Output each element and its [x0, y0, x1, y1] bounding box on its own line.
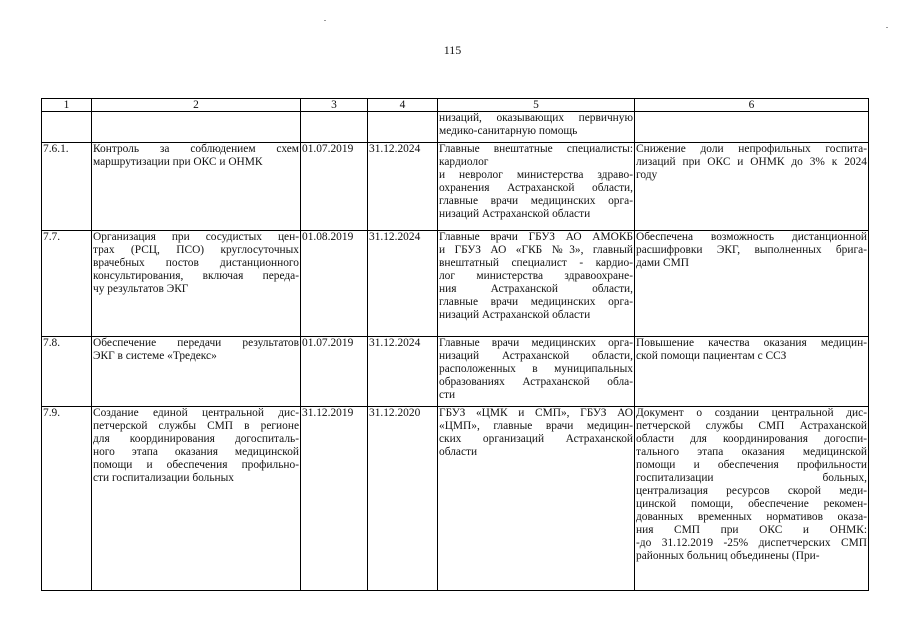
table-row [42, 407, 869, 591]
text-line: Снижение доли непрофильных госпита- [636, 143, 867, 155]
task-cell [92, 231, 301, 337]
table-row [42, 231, 869, 337]
item-number-text: 7.7. [43, 231, 61, 243]
responsible-cell [438, 407, 635, 591]
text-line: помощи и обеспечения профильности [636, 459, 867, 471]
page-number: 115 [443, 43, 462, 57]
end-date [368, 231, 438, 337]
text-line: ГБУЗ «ЦМК и СМП», ГБУЗ АО [439, 407, 633, 419]
text-line: низаций Астраханской области, [439, 350, 633, 362]
responsible-cell [438, 112, 635, 143]
text-line: районных больниц объединены (При- [636, 550, 820, 562]
text-line: сти госпитализации больных [93, 472, 234, 484]
text-line: низаций Астраханской области [439, 208, 591, 220]
start-date-text: 01.07.2019 [302, 143, 354, 155]
text-line: Документ о создании центральной дис- [636, 407, 867, 419]
text-line: централизация ресурсов скорой меди- [636, 485, 867, 497]
text-line: главные врачи медицинских орга- [439, 296, 633, 308]
text-line: для координирования догоспиталь- [93, 433, 299, 445]
text-line: Повышение качества оказания медицин- [636, 337, 867, 349]
text-line: области [439, 446, 478, 458]
text-line: консультирования, включая переда- [93, 270, 299, 282]
text-line: врачебных постов дистанционного [93, 257, 299, 269]
text-line: ния Астраханской области, [439, 283, 633, 295]
text-line: дованных временных нормативов оказа- [636, 511, 867, 523]
text-line: трах (РСЦ, ПСО) круглосуточных [93, 244, 299, 256]
item-number [42, 231, 92, 337]
text-line: петчерской службы СМП в регионе [93, 420, 299, 432]
start-date-text: 01.07.2019 [302, 337, 354, 349]
item-number-text: 7.8. [43, 337, 61, 349]
header-row [42, 99, 869, 112]
text-line: Организация при сосудистых цен- [93, 231, 299, 243]
start-date-text: 01.08.2019 [302, 231, 354, 243]
text-line: Обеспечение передачи результатов [93, 337, 299, 349]
text-line: лизаций при ОКС и ОНМК до 3% к 2024 [636, 156, 867, 168]
task-cell [92, 112, 301, 143]
start-date [301, 143, 368, 231]
end-date [368, 112, 438, 143]
responsible-cell [438, 231, 635, 337]
text-line: дами СМП [636, 257, 689, 269]
text-line: низаций Астраханской области [439, 309, 591, 321]
table-row [42, 112, 869, 143]
header-col-2: 2 [92, 99, 301, 112]
text-line: ской помощи пациентам с ССЗ [636, 350, 787, 362]
item-number [42, 112, 92, 143]
end-date [368, 407, 438, 591]
header-col-3: 3 [301, 99, 368, 112]
text-line: кардиолог [439, 156, 489, 168]
text-line: Главные врачи ГБУЗ АО АМОКБ [439, 231, 633, 243]
result-cell [635, 112, 869, 143]
table-row [42, 143, 869, 231]
item-number-text: 7.9. [43, 407, 61, 419]
header-col-1: 1 [42, 99, 92, 112]
task-cell [92, 407, 301, 591]
start-date [301, 337, 368, 407]
result-cell [635, 337, 869, 407]
text-line: Обеспечена возможность дистанционной [636, 231, 867, 243]
text-line: сти [439, 389, 456, 401]
text-line: охранения Астраханской области, [439, 182, 633, 194]
text-line: лог министерства здравоохране- [439, 270, 633, 282]
scan-speck [886, 27, 888, 28]
text-line: ного этапа оказания медицинской [93, 446, 299, 458]
text-line: расшифровки ЭКГ, выполненных брига- [636, 244, 867, 256]
activity-table [41, 98, 869, 591]
text-line: ских организаций Астраханской [439, 433, 633, 445]
text-line: чу результатов ЭКГ [93, 283, 189, 295]
text-line: году [636, 169, 658, 181]
end-date [368, 143, 438, 231]
text-line: ЭКГ в системе «Тредекс» [93, 350, 217, 362]
responsible-cell [438, 337, 635, 407]
text-line: ния СМП при ОКС и ОНМК: [636, 524, 867, 536]
text-line: медико-санитарную помощь [439, 125, 578, 137]
result-cell [635, 143, 869, 231]
text-line: низаций, оказывающих первичную [439, 112, 633, 124]
text-line: госпитализации больных, [636, 472, 867, 484]
text-line: и невролог министерства здраво- [439, 169, 633, 181]
task-cell [92, 143, 301, 231]
end-date [368, 337, 438, 407]
text-line: маршрутизации при ОКС и ОНМК [93, 156, 263, 168]
end-date-text: 31.12.2020 [369, 407, 421, 419]
start-date [301, 407, 368, 591]
header-col-4: 4 [368, 99, 438, 112]
responsible-cell [438, 143, 635, 231]
text-line: цинской помощи, обеспечение рекомен- [636, 498, 867, 510]
result-cell [635, 407, 869, 591]
text-line: тального этапа оказания медицинской [636, 446, 867, 458]
table-row [42, 337, 869, 407]
header-col-5: 5 [438, 99, 635, 112]
start-date [301, 112, 368, 143]
text-line: внештатный специалист - кардио- [439, 257, 633, 269]
text-line: «ЦМП», главные врачи медицин- [439, 420, 633, 432]
text-line: главные врачи медицинских орга- [439, 195, 633, 207]
result-cell [635, 231, 869, 337]
start-date-text: 31.12.2019 [302, 407, 354, 419]
text-line: области для координирования догоспи- [636, 433, 867, 445]
text-line: Создание единой центральной дис- [93, 407, 299, 419]
item-number-text: 7.6.1. [43, 143, 69, 155]
text-line: Главные внештатные специалисты: [439, 143, 633, 155]
end-date-text: 31.12.2024 [369, 337, 421, 349]
text-line: помощи и обеспечения профильно- [93, 459, 299, 471]
start-date [301, 231, 368, 337]
text-line: Главные врачи медицинских орга- [439, 337, 633, 349]
text-line: Контроль за соблюдением схем [93, 143, 299, 155]
item-number [42, 337, 92, 407]
text-line: -до 31.12.2019 -25% диспетчерских СМП [636, 537, 867, 549]
end-date-text: 31.12.2024 [369, 143, 421, 155]
header-col-6: 6 [635, 99, 869, 112]
text-line: и ГБУЗ АО «ГКБ №3», главный [439, 244, 633, 256]
scan-speck [324, 20, 326, 21]
task-cell [92, 337, 301, 407]
item-number [42, 407, 92, 591]
end-date-text: 31.12.2024 [369, 231, 421, 243]
text-line: расположенных в муниципальных [439, 363, 633, 375]
text-line: петчерской службы СМП Астраханской [636, 420, 867, 432]
text-line: образованиях Астраханской обла- [439, 376, 633, 388]
item-number [42, 143, 92, 231]
